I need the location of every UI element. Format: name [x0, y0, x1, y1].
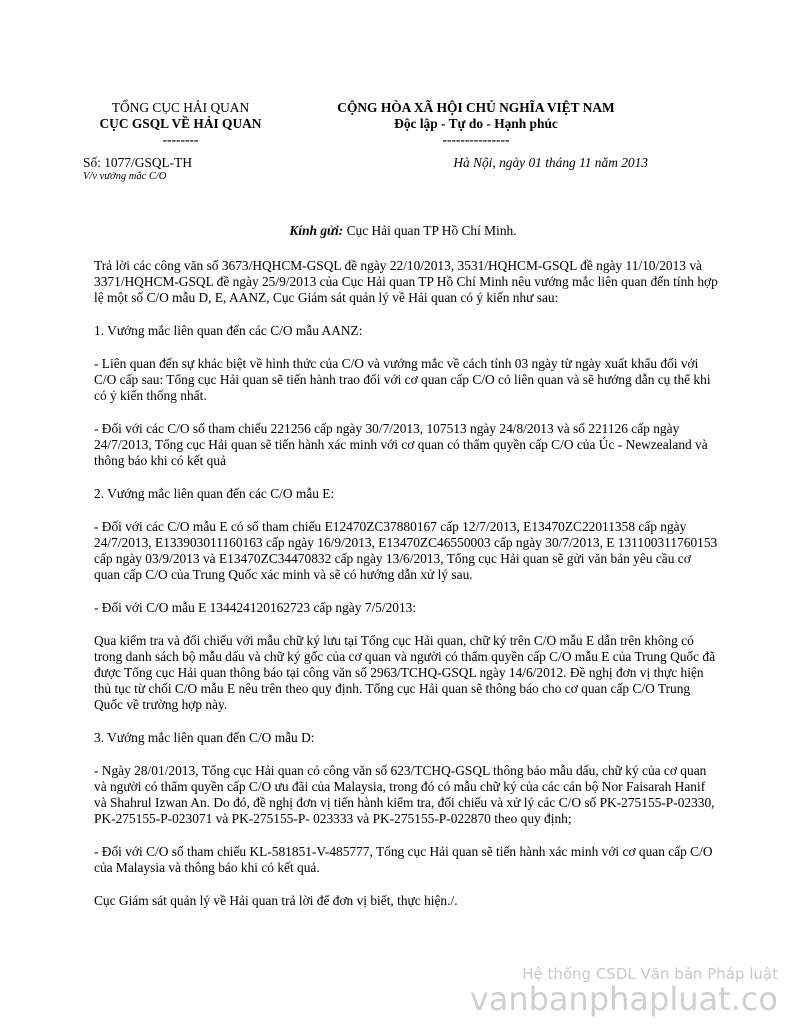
document-body: [94, 258, 719, 926]
section-heading: 1. Vướng mắc liên quan đến các C/O mẫu AANZ:: [94, 323, 363, 338]
national-motto-header: [300, 100, 652, 148]
national-motto: Độc lập - Tự do - Hạnh phúc: [394, 116, 558, 131]
body-paragraph: - Liên quan đến sự khác biệt về hình thức của C/O và vướng mắc về cách tính 03 ngày từ ngày xuất khẩu đối với C/O cấp sau: Tổng cục Hải quan sẽ tiến hành trao đổi với cơ quan cấp C/O có liên quan và sẽ hướng dẫn cụ thể khi có ý kiến thống nhất.: [94, 356, 711, 403]
agency-name: CỤC GSQL VỀ HẢI QUAN: [99, 116, 262, 131]
section-heading: 3. Vướng mắc liên quan đến C/O mẫu D:: [94, 730, 315, 745]
closing-paragraph: Cục Giám sát quản lý về Hải quan trả lời để đơn vị biết, thực hiện./.: [94, 893, 458, 908]
nation-name: CỘNG HÒA XÃ HỘI CHỦ NGHĨA VIỆT NAM: [337, 100, 615, 115]
body-paragraph: - Đối với các C/O mẫu E có số tham chiếu E12470ZC37880167 cấp 12/7/2013, E13470ZC22011358 cấp ngày 24/7/2013, E133903011160163 cấp ngày 16/9/2013, E13470ZC46550003 cấp ngày 30/7/2013, E 131100311760153 cấp ngày 03/9/2013 và E13470ZC34470832 cấp ngày 13/6/2013, Tổng cục Hải quan sẽ gửi văn bản yêu cầu cơ quan cấp C/O của Trung Quốc xác minh và sẽ có hướng dẫn xử lý sau.: [94, 519, 718, 582]
body-paragraph: Trả lời các công văn số 3673/HQHCM-GSQL đề ngày 22/10/2013, 3531/HQHCM-GSQL đề ngày 11/10/2013 và 3371/HQHCM-GSQL đề ngày 25/9/2013 của Cục Hải quan TP Hồ Chí Minh nêu vướng mắc liên quan đến tính hợp lệ một số C/O mẫu D, E, AANZ, Cục Giám sát quản lý về Hải quan có ý kiến như sau:: [94, 258, 718, 305]
body-paragraph: Qua kiểm tra và đối chiếu với mẫu chữ ký lưu tại Tổng cục Hải quan, chữ ký trên C/O mẫu E dẫn trên không có trong danh sách bộ mẫu dấu và chữ ký gốc của cơ quan và người có thẩm quyền cấp C/O mẫu E của Trung Quốc đã được Tổng cục Hải quan thông báo tại công văn số 2963/TCHQ-GSQL ngày 14/6/2012. Đề nghị đơn vị thực hiện thủ tục từ chối C/O mẫu E nêu trên theo quy định. Tổng cục Hải quan sẽ thông báo cho cơ quan cấp C/O Trung Quốc về trường hợp này.: [94, 633, 716, 712]
document-number: Số: 1077/GSQL-TH: [83, 155, 192, 170]
motto-divider: ---------------: [442, 132, 510, 147]
section-heading: 2. Vướng mắc liên quan đến các C/O mẫu E:: [94, 486, 335, 501]
document-date: Hà Nội, ngày 01 tháng 11 năm 2013: [453, 155, 648, 170]
body-paragraph: - Đối với các C/O số tham chiếu 221256 cấp ngày 30/7/2013, 107513 ngày 24/8/2013 và số 221126 cấp ngày 24/7/2013, Tổng cục Hải quan sẽ tiến hành xác minh với cơ quan có thẩm quyền cấp C/O của Úc - Newzealand và thông báo khi có kết quả: [94, 421, 708, 468]
body-paragraph: - Ngày 28/01/2013, Tổng cục Hải quan có công văn số 623/TCHQ-GSQL thông báo mẫu dấu, chữ ký của cơ quan và người có thẩm quyền cấp C/O ưu đãi của Malaysia, trong đó có mẫu chữ ký của các cán bộ Nor Faisarah Hanif và Shahrul Izwan An. Do đó, đề nghị đơn vị tiến hành kiểm tra, đối chiếu và xử lý các C/O số PK-275155-P-02330, PK-275155-P-023071 và PK-275155-P- 023333 và PK-275155-P-022870 theo quy định;: [94, 763, 715, 826]
agency-divider: --------: [162, 132, 199, 147]
watermark-site: vanbanphapluat.co: [469, 980, 778, 1018]
recipient-name: Cục Hải quan TP Hồ Chí Minh.: [343, 223, 517, 238]
body-paragraph: - Đối với C/O số tham chiếu KL-581851-V-485777, Tổng cục Hải quan sẽ tiến hành xác minh với cơ quan cấp C/O của Malaysia và thông báo khi có kết quả.: [94, 844, 713, 875]
recipient-line: [83, 223, 723, 239]
document-subject: V/v vướng mắc C/O: [83, 171, 167, 182]
recipient-label: Kính gửi:: [289, 223, 344, 238]
body-paragraph: - Đối với C/O mẫu E 134424120162723 cấp ngày 7/5/2013:: [94, 600, 417, 615]
issuing-agency-header: [78, 100, 283, 148]
watermark-caption: Hệ thống CSDL Văn bản Pháp luật: [522, 965, 778, 983]
agency-parent-name: TỔNG CỤC HẢI QUAN: [111, 100, 250, 115]
